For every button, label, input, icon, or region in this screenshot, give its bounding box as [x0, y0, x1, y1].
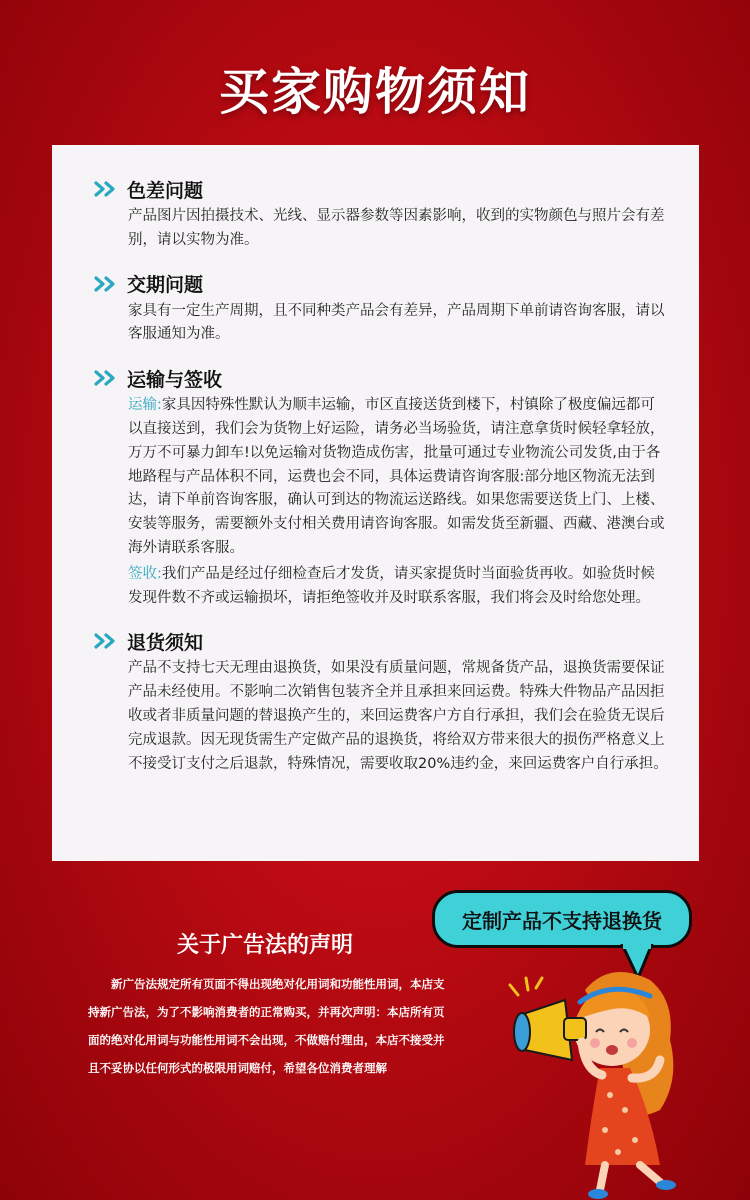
paragraph-text: 家具有一定生产周期，且不同种类产品会有差异，产品周期下单前请咨询客服，请以客服通知为准。 [128, 302, 665, 343]
section-paragraph [128, 657, 669, 776]
ad-law-title: 关于广告法的声明 [176, 933, 353, 958]
speech-bubble-text: 定制产品不支持退换货 [462, 908, 662, 933]
paragraph-text: 产品不支持七天无理由退换货，如果没有质量问题，常规备货产品，退换货需要保证产品未经使用。不影响二次销售包装齐全并且承担来回运费。特殊大件物品产品因拒收或者非质量问题的替退换产生的，来回运费客户方自行承担，我们会在验货无误后完成退款。因无现货需生产定做产品的退换货，将给双方带来很大的损伤严格意义上不接受订支付之后退款，特殊情况，需要收取20%违约金，来回运费客户自行承担。 [128, 660, 668, 772]
section-header [94, 627, 669, 655]
double-chevron-icon [94, 633, 120, 649]
section-paragraph [128, 205, 669, 253]
section-header [94, 364, 669, 392]
section-paragraph [128, 394, 669, 561]
paragraph-text: 家具因特殊性默认为顺丰运输，市区直接送货到楼下，村镇除了极度偏远都可以直接送到，我们会为货物上好运险，请务必当场验货，请注意拿货时候轻拿轻放，万万不可暴力卸车!以免运输对货物造成伤害，批量可通过专业物流公司发货,由于各地路程与产品体积不同，运费也会不同，具体运费请咨询客服:部分地区物流无法到达，请下单前咨询客服，确认可到达的物流运送路线。如果您需要送货上门、上楼、安装等服务，需要额外支付相关费用请咨询客服。如需发货至新疆、西藏、港澳台或海外请联系客服。 [128, 397, 665, 556]
section-paragraph [128, 300, 669, 348]
double-chevron-icon [94, 276, 120, 292]
paragraph-label: 运输: [128, 397, 162, 414]
speech-bubble [432, 890, 692, 948]
paragraph-text: 我们产品是经过仔细检查后才发货，请买家提货时当面验货再收。如验货时候发现件数不齐或运输损坏，请拒绝签收并及时联系客服，我们将会及时给您处理。 [128, 565, 655, 606]
section-title: 交期问题 [127, 274, 204, 297]
double-chevron-icon [94, 370, 120, 386]
paragraph-text: 产品图片因拍摄技术、光线、显示器参数等因素影响，收到的实物颜色与照片会有差别，请以实物为准。 [128, 208, 665, 248]
double-chevron-icon [94, 181, 120, 197]
ad-law-text: 新广告法规定所有页面不得出现绝对化用词和功能性用词，本店支持新广告法，为了不影响消费者的正常购买，并再次声明：本店所有页面的绝对化用词与功能性用词不会出现，不做赔付理由，本店不接受并且不妥协以任何形式的极限用词赔付，希望各位消费者理解 [88, 977, 445, 1075]
girl-megaphone-illustration [500, 960, 750, 1200]
section-header [94, 175, 669, 203]
section-color-difference [94, 175, 669, 253]
notice-card [52, 145, 699, 861]
section-paragraph [128, 563, 669, 611]
page-title: 买家购物须知 [219, 63, 531, 121]
section-returns [94, 627, 669, 776]
paragraph-label: 签收: [128, 565, 162, 582]
section-title: 色差问题 [127, 179, 204, 202]
section-title: 运输与签收 [127, 368, 223, 391]
section-shipping [94, 364, 669, 610]
section-header [94, 270, 669, 298]
section-lead-time [94, 270, 669, 348]
section-title: 退货须知 [127, 631, 204, 654]
